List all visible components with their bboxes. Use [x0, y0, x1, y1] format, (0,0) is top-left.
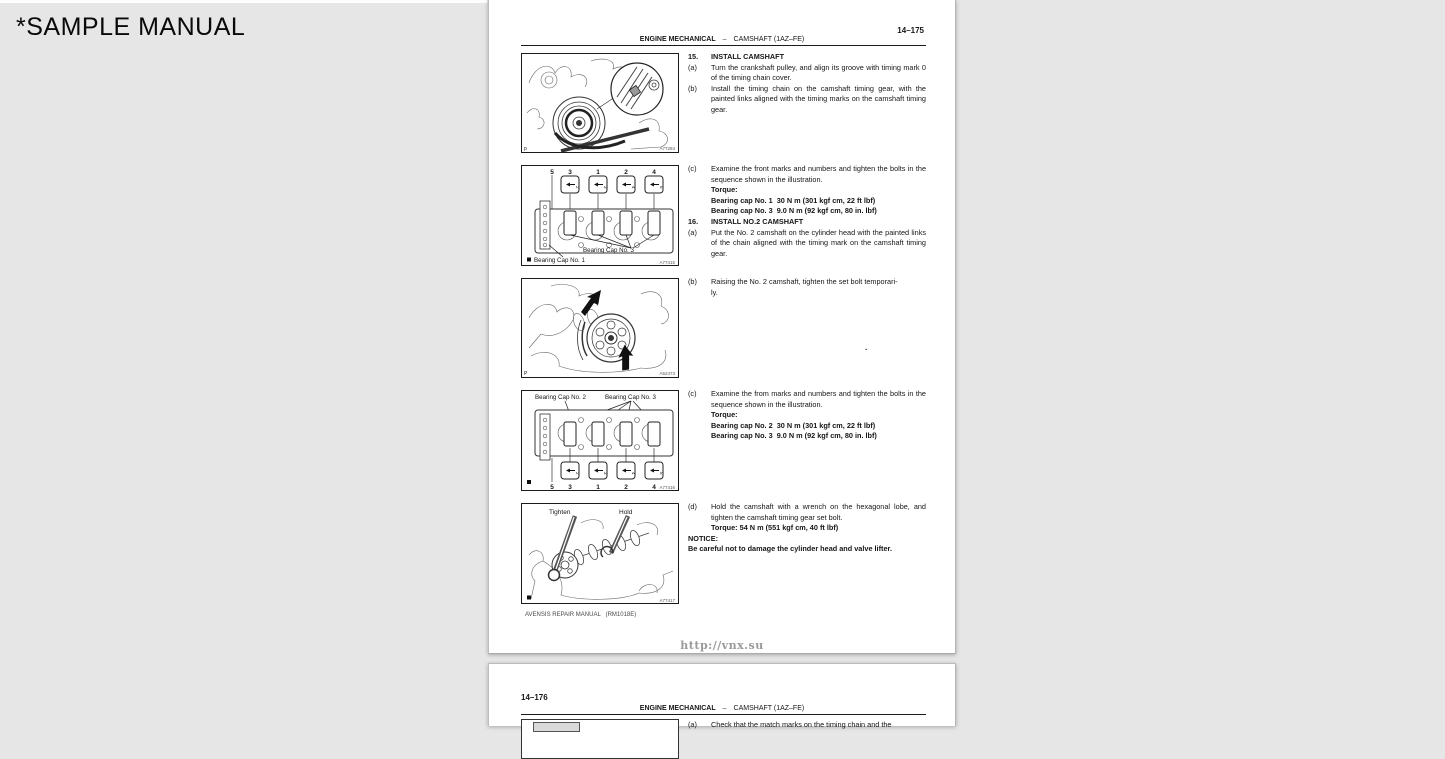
item-letter: (c): [688, 389, 697, 398]
figure-partial: [521, 719, 679, 759]
instructions-step15: [688, 52, 926, 116]
item-letter: (a): [688, 720, 697, 729]
site-watermark: http://vnx.su: [680, 639, 764, 652]
bearing-cap-1-label: Bearing Cap No. 1: [534, 257, 585, 264]
bearing-cap-3-label: Bearing Cap No. 3: [583, 247, 634, 254]
item-a: [688, 720, 926, 731]
bearing-cap-3-label: Bearing Cap No. 3: [605, 394, 656, 401]
item-text: Hold the camshaft with a wrench on the hexagonal lobe, and tighten the camshaft timing gear set bolt.: [711, 502, 926, 522]
item-15b: [688, 84, 926, 116]
svg-text:3: 3: [603, 472, 608, 475]
header-dash: –: [722, 705, 727, 712]
item-letter: (b): [688, 277, 697, 286]
instructions-step16d: [688, 502, 926, 555]
svg-text:1: 1: [596, 484, 600, 491]
svg-text:2: 2: [575, 186, 580, 189]
svg-text:2: 2: [624, 169, 628, 176]
figure-bearing-caps-1: [521, 165, 679, 266]
item-text: Check that the match marks on the timing chain and the: [711, 720, 892, 729]
item-16d: [688, 502, 926, 523]
top-edge-strip: [0, 0, 487, 3]
instructions-step15c-16: [688, 164, 926, 259]
header-section: ENGINE MECHANICAL: [639, 36, 716, 43]
header-subsection: CAMSHAFT (1AZ–FE): [733, 36, 805, 43]
stray-dot: .: [865, 343, 868, 352]
page-number: 14–176: [521, 693, 548, 702]
step-number: 15.: [688, 52, 699, 61]
item-letter: (b): [688, 83, 697, 93]
item-16b: [688, 277, 926, 298]
instructions-next-page: [688, 720, 926, 731]
figure-bearing-caps-2: [521, 390, 679, 491]
cylinder-head: [535, 410, 673, 460]
svg-text:5: 5: [550, 169, 554, 176]
item-text: Put the No. 2 camshaft on the cylinder head with the painted links of the chain aligned with the timing mark on the camshaft timing gear.: [711, 227, 926, 258]
tighten-hold-illustration: [521, 503, 679, 604]
header-section: ENGINE MECHANICAL: [639, 705, 716, 712]
figure-code: A52473: [659, 371, 675, 376]
item-letter: (d): [688, 502, 697, 511]
instructions-step16c: [688, 389, 926, 442]
figure-crankshaft-pulley: [521, 53, 679, 153]
torque-spec-cap1: Bearing cap No. 1 30 N m (301 kgf cm, 22 ft lbf): [711, 195, 876, 205]
svg-text:3: 3: [568, 484, 572, 491]
svg-text:4: 4: [631, 472, 636, 475]
step-16: [688, 217, 926, 228]
manual-page-1: [488, 0, 956, 654]
svg-text:3: 3: [603, 186, 608, 189]
item-letter: (c): [688, 164, 697, 173]
item-16a: [688, 228, 926, 260]
item-text: Examine the from marks and numbers and tighten the bolts in the sequence shown in the illustration.: [711, 389, 926, 409]
cylinder-head: [535, 201, 673, 253]
figure-no2-camshaft: [521, 278, 679, 378]
torque-spec-gear-bolt: Torque: 54 N m (551 kgf cm, 40 ft lbf): [711, 523, 839, 533]
manual-footer: AVENSIS REPAIR MANUAL (RM1018E): [525, 612, 637, 618]
sample-manual-watermark: *SAMPLE MANUAL: [16, 13, 246, 41]
item-16c: [688, 389, 926, 410]
item-text-line2: ly.: [711, 287, 718, 297]
torque-label: Torque:: [711, 410, 738, 420]
step-title: INSTALL CAMSHAFT: [711, 52, 785, 61]
figure-partial-detail: [533, 722, 580, 732]
torque-spec-cap2: Bearing cap No. 2 30 N m (301 kgf cm, 22 ft lbf): [711, 420, 876, 430]
svg-text:4: 4: [652, 169, 656, 176]
manual-page-2: [488, 663, 956, 729]
magnifier-detail: [611, 63, 663, 115]
page-number: 14–175: [897, 26, 924, 35]
tighten-label: Tighten: [549, 509, 571, 516]
svg-text:4: 4: [631, 186, 636, 189]
svg-text:2: 2: [624, 484, 628, 491]
bearing-cap-2-label: Bearing Cap No. 2: [535, 394, 586, 401]
figure-code: A77284: [659, 146, 675, 151]
figure-tighten-hold: [521, 503, 679, 604]
notice-label: NOTICE:: [688, 533, 718, 543]
hold-label: Hold: [619, 509, 633, 516]
torque-label: Torque:: [711, 185, 738, 195]
svg-text:1: 1: [596, 169, 600, 176]
black-square-marker: [527, 596, 531, 600]
black-square-marker: [527, 480, 531, 484]
step-15: [688, 52, 926, 63]
figure-corner-mark: P: [524, 371, 528, 377]
black-square-marker: [527, 258, 531, 262]
header-rule: [521, 45, 926, 46]
item-15a: [688, 63, 926, 84]
item-15c: [688, 164, 926, 185]
crankshaft-pulley-illustration: [521, 53, 679, 153]
header-subsection: CAMSHAFT (1AZ–FE): [733, 705, 805, 712]
torque-spec-cap3: Bearing cap No. 3 9.0 N m (92 kgf cm, 80 in. lbf): [711, 206, 877, 216]
header-dash: –: [722, 36, 727, 43]
figure-corner-mark: p: [524, 146, 527, 152]
notice-text: Be careful not to damage the cylinder head and valve lifter.: [688, 544, 892, 554]
page-header: [489, 705, 955, 712]
figure-code: A77416: [659, 485, 675, 490]
instructions-step16b: [688, 277, 926, 298]
item-text: Examine the front marks and numbers and tighten the bolts in the sequence shown in the illustration.: [711, 164, 926, 184]
step-title: INSTALL NO.2 CAMSHAFT: [711, 216, 804, 226]
figure-code: A77415: [659, 260, 675, 265]
svg-text:3: 3: [568, 169, 572, 176]
torque-spec-cap3: Bearing cap No. 3 9.0 N m (92 kgf cm, 80 in. lbf): [711, 431, 877, 441]
svg-text:5: 5: [550, 484, 554, 491]
item-text: Install the timing chain on the camshaft timing gear, with the painted links aligned with the timing marks on the camshaft timing gear.: [711, 83, 926, 114]
svg-text:5: 5: [659, 472, 664, 475]
bearing-caps-illustration-2: [521, 390, 679, 491]
item-letter: (a): [688, 227, 697, 237]
no2-camshaft-illustration: [521, 278, 679, 378]
header-rule: [521, 714, 926, 715]
step-number: 16.: [688, 216, 699, 226]
svg-text:2: 2: [575, 472, 580, 475]
figure-code: A77417: [659, 598, 675, 603]
item-text: Turn the crankshaft pulley, and align its groove with timing mark 0 of the timing chain cover.: [711, 62, 926, 83]
page-header: [489, 36, 955, 43]
svg-text:5: 5: [659, 186, 664, 189]
item-text-line1: Raising the No. 2 camshaft, tighten the set bolt temporari-: [711, 277, 898, 286]
bearing-caps-illustration-1: [521, 165, 679, 266]
svg-text:4: 4: [652, 484, 656, 491]
item-letter: (a): [688, 62, 697, 72]
